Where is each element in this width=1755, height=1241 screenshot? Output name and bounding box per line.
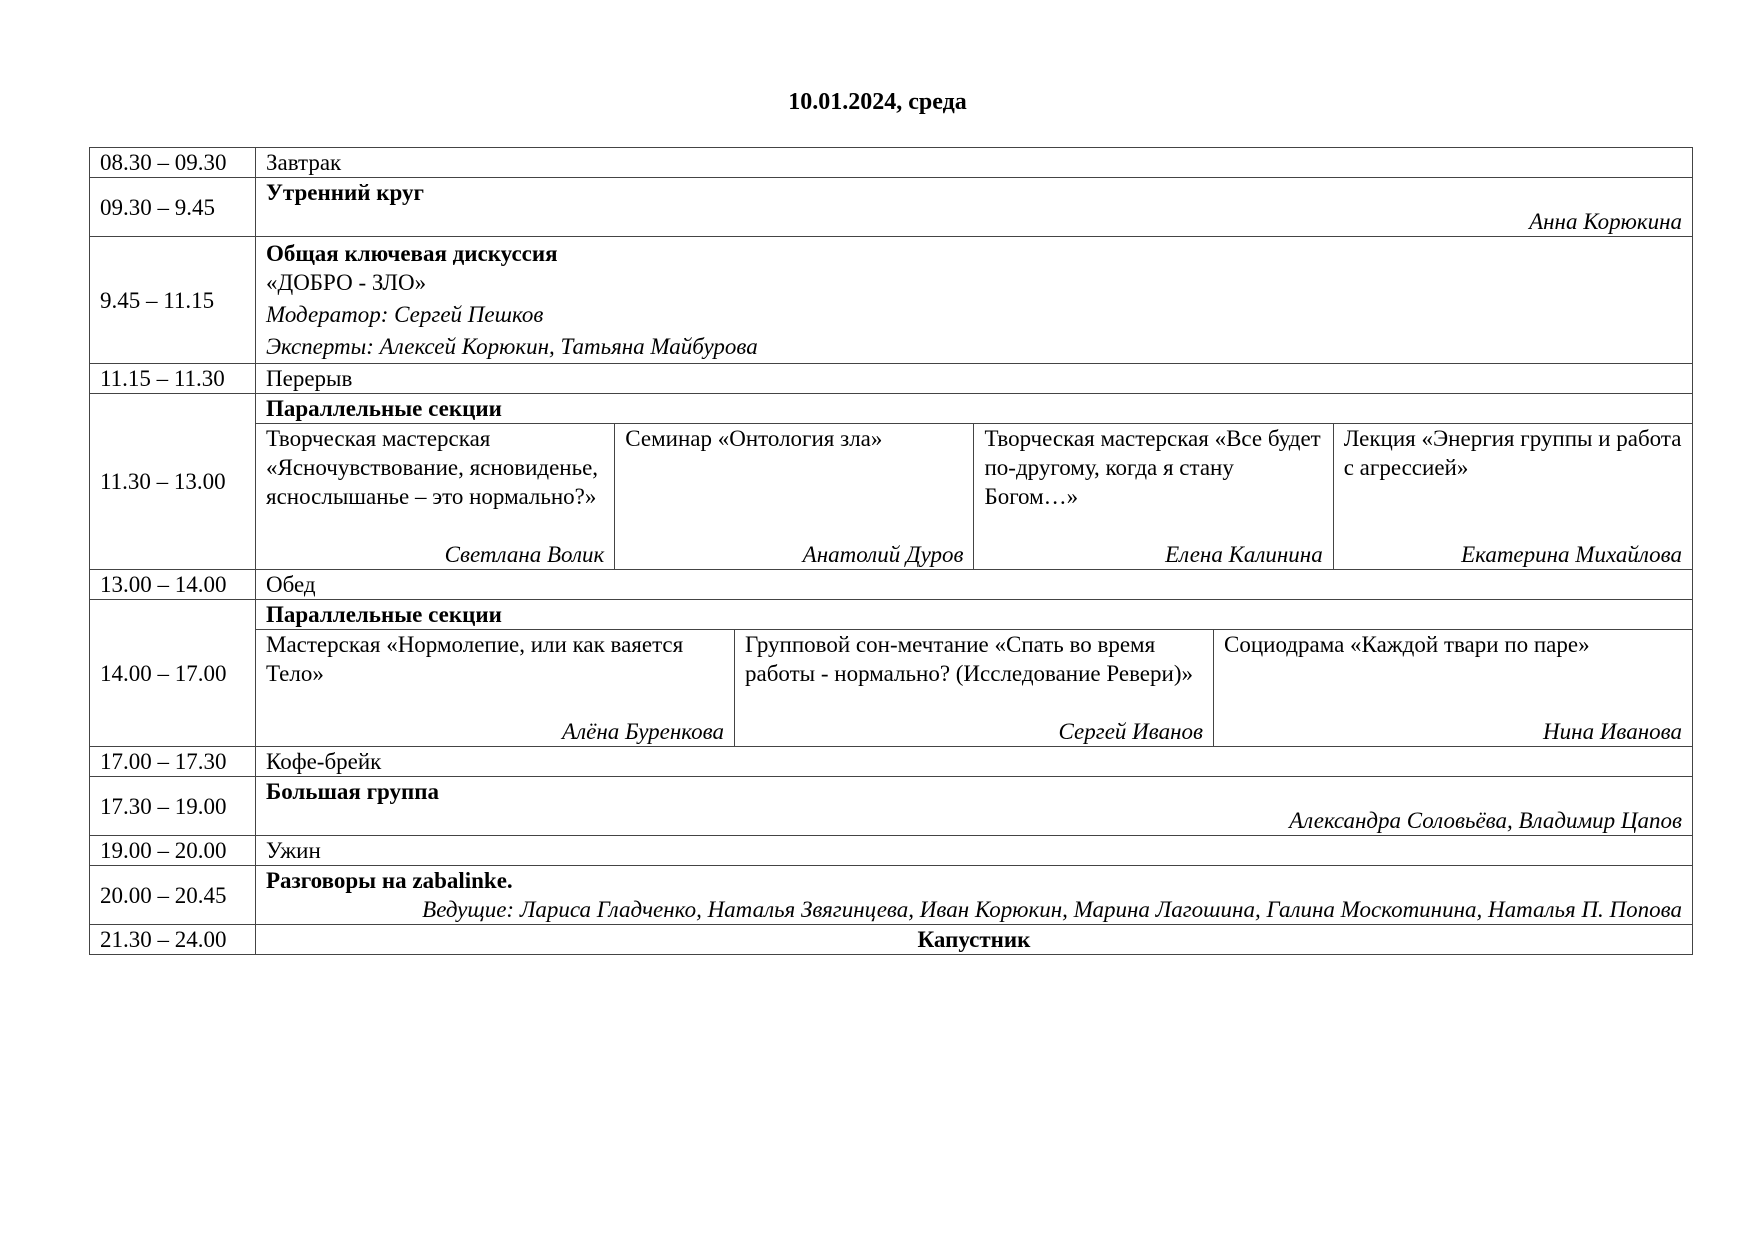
event-person: Анна Корюкина [1529,209,1682,234]
table-row [90,866,1693,925]
session-title: Творческая мастерская «Ясночувствование, ясновиденье, яснослышанье – это нормально?» [266,426,599,509]
session-cell [1213,630,1692,747]
session-title: Творческая мастерская «Все будет по-другому, когда я стану Богом…» [984,426,1321,509]
session-cell [256,630,735,747]
session-title: Лекция «Энергия группы и работа с агрессией» [1343,426,1682,480]
table-row [90,925,1693,955]
session-person: Сергей Иванов [1058,719,1203,744]
time-cell: 11.15 – 11.30 [90,364,256,394]
table-row [90,747,1693,777]
table-row [90,394,1693,570]
time-cell: 17.30 – 19.00 [90,777,256,836]
session-title: Мастерская «Нормолепие, или как ваяется Тело» [266,632,684,686]
event-cell [256,178,1693,237]
event-moderator: Модератор: Сергей Пешков [266,302,544,327]
event-title: Утренний круг [266,180,424,205]
session-cell [974,424,1333,570]
time-cell: 20.00 – 20.45 [90,866,256,925]
time-cell: 11.30 – 13.00 [90,394,256,570]
event-cell [256,600,1693,747]
section-header: Параллельные секции [266,396,502,421]
table-row [90,570,1693,600]
event-cell: Кофе-брейк [256,747,1693,777]
session-cell [615,424,974,570]
section-header: Параллельные секции [266,602,502,627]
page-title: 10.01.2024, среда [788,89,967,115]
session-person: Екатерина Михайлова [1461,542,1682,567]
session-cell [1333,424,1692,570]
time-cell: 17.00 – 17.30 [90,747,256,777]
table-row [90,600,1693,747]
event-title: Разговоры на zabalinke. [266,868,513,893]
event-cell: Капустник [256,925,1693,955]
time-cell: 08.30 – 09.30 [90,148,256,178]
event-cell: Завтрак [256,148,1693,178]
session-title: Семинар «Онтология зла» [625,426,883,451]
event-person: Ведущие: Лариса Гладченко, Наталья Звягинцева, Иван Корюкин, Марина Лагошина, Галина Москотинина, Наталья П. Попова [422,897,1682,922]
session-cell [735,630,1214,747]
event-cell [256,237,1693,364]
event-title: Большая группа [266,779,440,804]
event-cell: Ужин [256,836,1693,866]
session-person: Анатолий Дуров [802,542,964,567]
session-cell [256,424,615,570]
event-cell: Перерыв [256,364,1693,394]
time-cell: 19.00 – 20.00 [90,836,256,866]
event-person: Александра Соловьёва, Владимир Цапов [1289,808,1682,833]
event-cell [256,777,1693,836]
sessions-table [256,423,1692,569]
session-person: Елена Калинина [1165,542,1323,567]
session-person: Алёна Буренкова [562,719,724,744]
time-cell: 14.00 – 17.00 [90,600,256,747]
event-cell [256,394,1693,570]
table-row [90,836,1693,866]
event-cell: Обед [256,570,1693,600]
event-cell [256,866,1693,925]
time-cell: 21.30 – 24.00 [90,925,256,955]
table-row [90,178,1693,237]
time-cell: 9.45 – 11.15 [90,237,256,364]
event-experts: Эксперты: Алексей Корюкин, Татьяна Майбурова [266,334,758,359]
session-person: Нина Иванова [1543,719,1682,744]
table-row [90,364,1693,394]
time-cell: 09.30 – 9.45 [90,178,256,237]
session-title: Групповой сон-мечтание «Спать во время работы - нормально? (Исследование Ревери)» [745,632,1193,686]
sessions-table [256,629,1692,746]
schedule-table [89,147,1693,955]
time-cell: 13.00 – 14.00 [90,570,256,600]
event-title: Общая ключевая дискуссия [266,241,558,266]
session-person: Светлана Волик [444,542,605,567]
session-title: Социодрама «Каждой твари по паре» [1223,632,1590,657]
event-subtitle: «ДОБРО - ЗЛО» [266,270,427,295]
table-row [90,237,1693,364]
table-row [90,148,1693,178]
table-row [90,777,1693,836]
